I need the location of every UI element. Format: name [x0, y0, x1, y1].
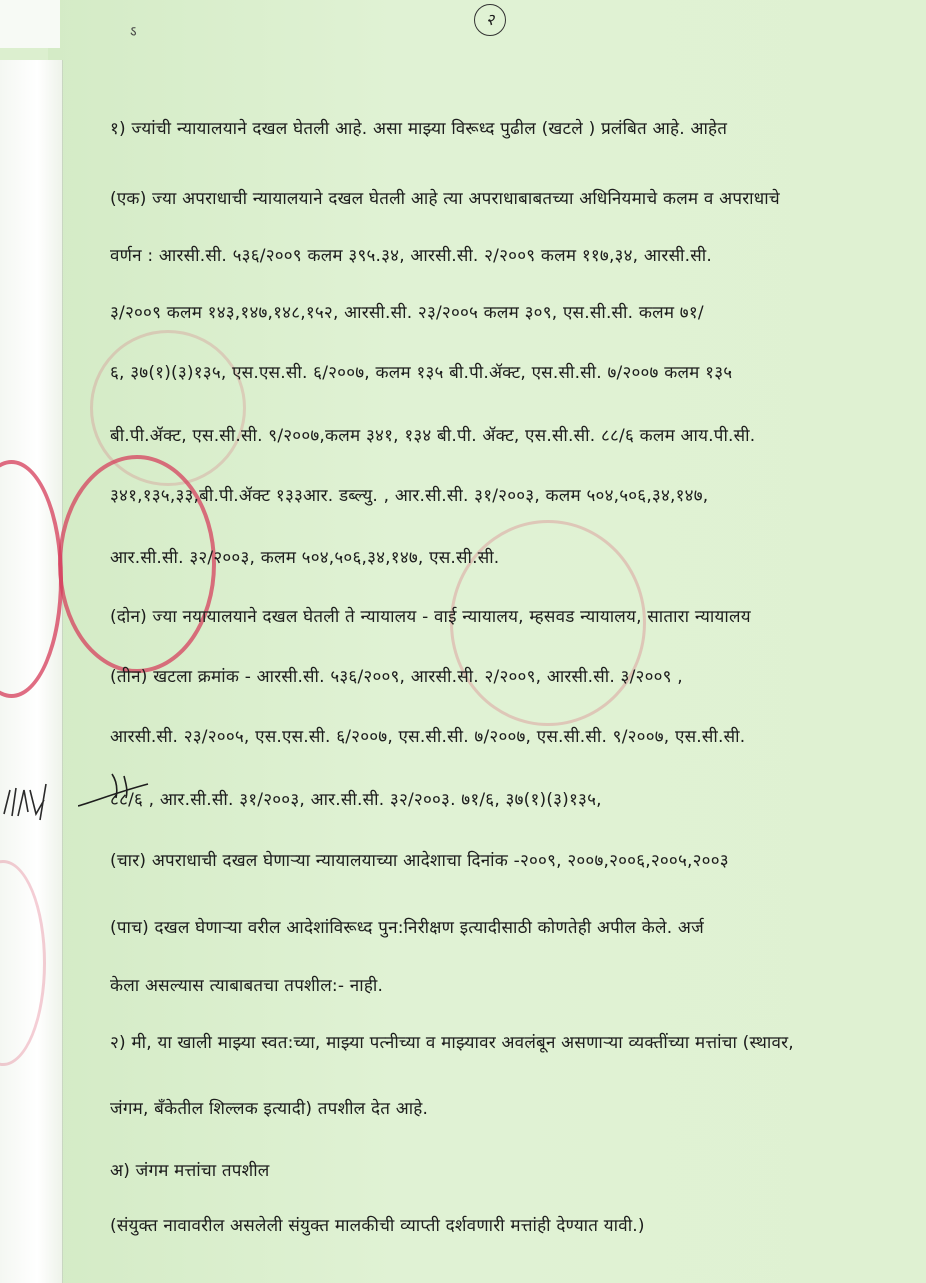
- paper-tab: [0, 0, 60, 48]
- text-line: केला असल्यास त्याबाबतचा तपशील:- नाही.: [110, 976, 384, 996]
- handwritten-signature: [0, 770, 60, 830]
- page-number: २: [474, 4, 506, 36]
- text-line: २) मी, या खाली माझ्या स्वत:च्या, माझ्या पत्नीच्या व माझ्यावर अवलंबून असणाऱ्या व्यक्तींच्या मत्तांचा (स्थावर,: [110, 1033, 794, 1053]
- text-line: वर्णन : आरसी.सी. ५३६/२००९ कलम ३९५.३४, आरसी.सी. २/२००९ कलम ११७,३४, आरसी.सी.: [110, 246, 712, 266]
- text-line: जंगम, बँकेतील शिल्लक इत्यादी) तपशील देत आहे.: [110, 1099, 429, 1119]
- text-line: १) ज्यांची न्यायालयाने दखल घेतली आहे. असा माझ्या विरूध्द पुढील (खटले ) प्रलंबित आहे. आहेत: [110, 119, 728, 139]
- corner-mark: ऽ: [130, 24, 137, 40]
- text-line: ८८/६ , आर.सी.सी. ३१/२००३, आर.सी.सी. ३२/२००३. ७१/६, ३७(१)(३)१३५,: [110, 790, 602, 810]
- text-line: ६, ३७(१)(३)१३५, एस.एस.सी. ६/२००७, कलम १३५ बी.पी.ॲक्ट, एस.सी.सी. ७/२००७ कलम १३५: [110, 363, 733, 383]
- text-line: आर.सी.सी. ३२/२००३, कलम ५०४,५०६,३४,१४७, एस.सी.सी.: [110, 548, 500, 568]
- text-line: (तीन) खटला क्रमांक - आरसी.सी. ५३६/२००९, आरसी.सी. २/२००९, आरसी.सी. ३/२००९ ,: [110, 667, 683, 687]
- text-line: (संयुक्त नावावरील असलेली संयुक्त मालकीची व्याप्ती दर्शवणारी मत्तांही देण्यात यावी.): [110, 1216, 645, 1236]
- text-line: (एक) ज्या अपराधाची न्यायालयाने दखल घेतली आहे त्या अपराधाबाबतच्या अधिनियमाचे कलम व अपराधाचे: [110, 189, 780, 209]
- text-line: आरसी.सी. २३/२००५, एस.एस.सी. ६/२००७, एस.सी.सी. ७/२००७, एस.सी.सी. ९/२००७, एस.सी.सी.: [110, 727, 746, 747]
- text-line: बी.पी.ॲक्ट, एस.सी.सी. ९/२००७,कलम ३४१, १३४ बी.पी. ॲक्ट, एस.सी.सी. ८८/६ कलम आय.पी.सी.: [110, 426, 756, 446]
- text-line: (दोन) ज्या नयायालयाने दखल घेतली ते न्यायालय - वाई न्यायालय, म्हसवड न्यायालय, सातारा न्यायालय: [110, 607, 751, 627]
- text-line: (पाच) दखल घेणाऱ्या वरील आदेशांविरूध्द पुन:निरीक्षण इत्यादीसाठी कोणतेही अपील केले. अर्ज: [110, 918, 704, 938]
- binding-strip: [0, 60, 63, 1283]
- text-line: अ) जंगम मत्तांचा तपशील: [110, 1161, 270, 1181]
- text-line: ३/२००९ कलम १४३,१४७,१४८,१५२, आरसी.सी. २३/२००५ कलम ३०९, एस.सी.सी. कलम ७१/: [110, 303, 704, 323]
- text-line: ३४१,१३५,३३,बी.पी.ॲक्ट १३३आर. डब्ल्यु. , आर.सी.सी. ३१/२००३, कलम ५०४,५०६,३४,१४७,: [110, 486, 709, 506]
- text-line: (चार) अपराधाची दखल घेणाऱ्या न्यायालयाच्या आदेशाचा दिनांक -२००९, २००७,२००६,२००५,२००३: [110, 851, 729, 871]
